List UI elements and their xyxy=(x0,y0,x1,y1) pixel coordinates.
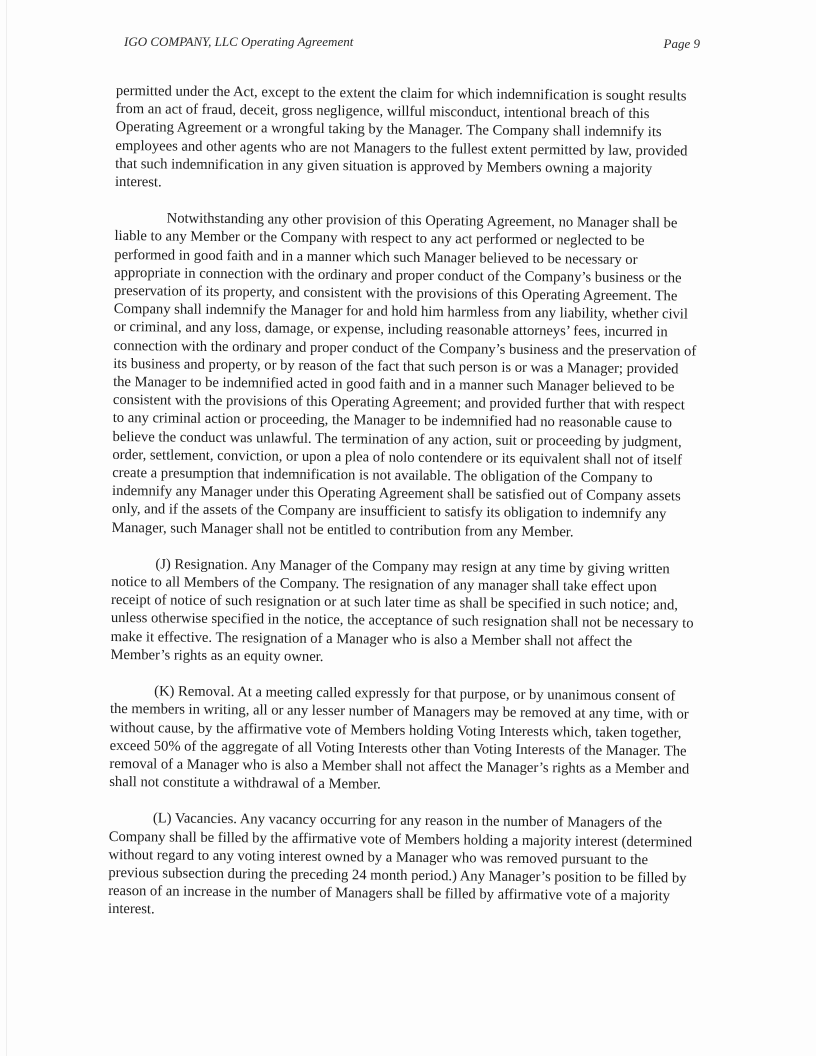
paragraph-resignation: (J) Resignation. Any Manager of the Company may resign at any time by giving written notice to all Members of the Company. The resignation of any manager shall take effect upon receipt of notice of such resignation or at such later time as shall be specified in such notice; and, unless otherwise specified in the notice, the acceptance of such resignation shall not be necessary to make it effective. The resignation of a Manager who is also a Member shall not affect the Member’s rights as an equity owner. xyxy=(110,556,694,665)
paragraph-vacancies: (L) Vacancies. Any vacancy occurring for any reason in the number of Managers of the Company shall be filled by the affirmative vote of Members holding a majority interest (determined without regard to any voting interest owned by a Manager who was removed pursuant to the previous subsection during the preceding 24 month period.) Any Manager’s position to be filled by reason of an increase in the number of Managers shall be filled by affirmative vote of a majority interest. xyxy=(107,810,693,918)
page-number: Page 9 xyxy=(663,36,700,51)
page-header xyxy=(120,34,700,54)
document-body xyxy=(108,82,700,942)
header-title: IGO COMPANY, LLC Operating Agreement xyxy=(124,34,354,49)
paragraph-removal: (K) Removal. At a meeting called expressly for that purpose, or by unanimous consent of the members in writing, all or any lesser number of Managers may be removed at any time, with or without cause, by the affirmative vote of Members holding Voting Interests which, taken together, exceed 50% of the aggregate of all Voting Interests other than Voting Interests of the Manager. The removal of a Manager who is also a Member shall not affect the Manager’s rights as a Member and shall not constitute a withdrawal of a Member. xyxy=(109,683,690,793)
paragraph-manager-liability: Notwithstanding any other provision of this Operating Agreement, no Manager shall be liable to any Member or the Company with respect to any act performed or neglected to be performed in good faith and in a manner which such Manager believed to be necessary or appropriate in connection with the ordinary and proper conduct of the Company’s business or the preservation of its property, and consistent with the provisions of this Operating Agreement. The Company shall indemnify the Manager for and hold him harmless from any liability, whether civil or criminal, and any loss, damage, or expense, including reasonable attorneys’ fees, incurred in connection with the ordinary and proper conduct of the Company’s business and the preservation of its business and property, or by reason of the fact that such person is or was a Manager; provided the Manager to be indemnified acted in good faith and in a manner such Manager believed to be consistent with the provisions of this Operating Agreement; and provided further that with respect to any criminal action or proceeding, the Manager to be indemnified had no reasonable cause to believe the conduct was unlawful. The termination of any action, suit or proceeding by judgment, order, settlement, conviction, or upon a plea of nolo contendere or its equivalent shall not of itself create a presumption that indemnification is not available. The obligation of the Company to indemnify any Manager under this Operating Agreement shall be satisfied out of Company assets only, and if the assets of the Company are insufficient to satisfy its obligation to indemnify any Manager, such Manager shall not be entitled to contribution from any Member. xyxy=(111,210,697,541)
scan-edge-line xyxy=(6,0,7,1056)
paragraph-indemnification-continued: permitted under the Act, except to the extent the claim for which indemnification is sought results from an act of fraud, deceit, gross negligence, willful misconduct, intentional breach of this Operating Agreement or a wrongful taking by the Manager. The Company shall indemnify its employees and other agents who are not Managers to the fullest extent permitted by law, provided that such indemnification in any given situation is approved by Members owning a majority interest. xyxy=(114,82,688,191)
